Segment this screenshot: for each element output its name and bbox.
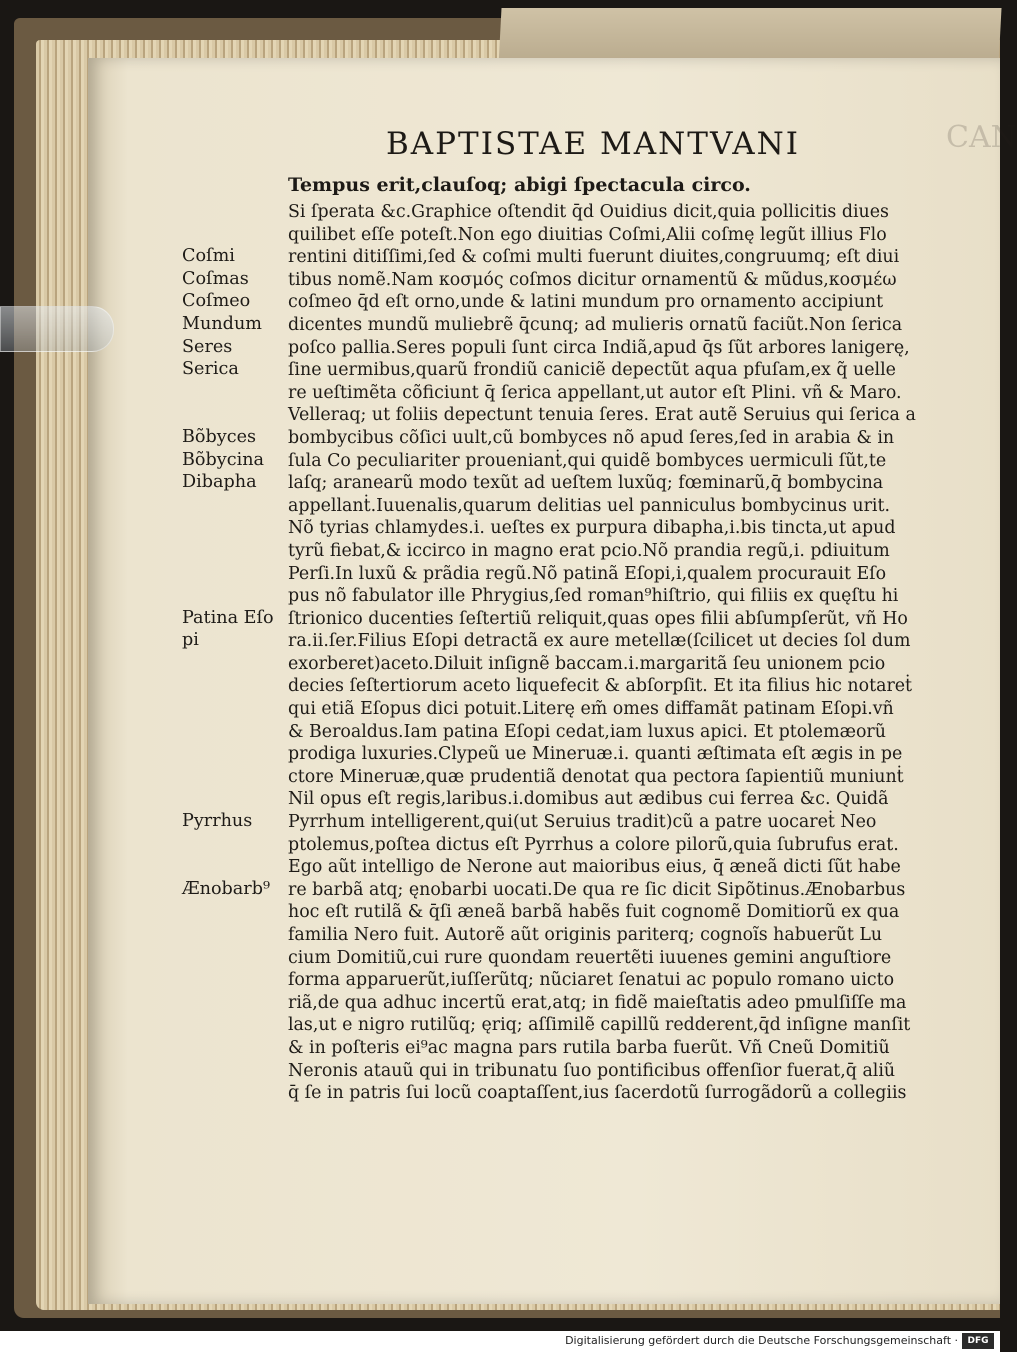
text-line: hoc eſt rutilã & q̄ſi æneã barbã habẽs fuit cognomẽ Domitiorũ ex qua [288, 902, 900, 923]
margin-note: Coſmi [182, 246, 235, 267]
text-line: Perſi.In luxũ & prãdia regũ.Nõ patinã Eſopi,i,qualem procurauit Eſo [288, 563, 887, 584]
margin-note: Bõbyces [182, 427, 257, 447]
text-line: qui etiã Eſopus dici potuit.Literę em̃ omes diffamãt patinam Eſopi.vñ [288, 699, 894, 720]
text-line: appellanṫ.Iuuenalis,quarum delitias uel panniculus bombycinus urit. [288, 495, 890, 516]
margin-note: Seres [182, 336, 233, 357]
text-line: re barbã atq; ęnobarbi uocati.De qua re ſic dicit Sipõtinus.Ænobarbus [288, 879, 906, 900]
funding-notice: Digitalisierung gefördert durch die Deutsche Forschungsgemeinschaft · [565, 1334, 958, 1347]
text-line: rentini ditiſſimi,ſed & coſmi multi fuerunt diuites,congruumq; eſt diui [288, 247, 900, 268]
margin-note: Coſmas [182, 268, 249, 289]
text-line: prodiga luxuries.Clypeũ ue Mineruæ.i. quanti æſtimata eſt ægis in pe [288, 744, 903, 765]
text-line: ſtrionico ducenties ſeſtertiũ reliquit,quas opes filii abſumpſerũt, vñ Ho [288, 608, 908, 629]
text-line: ptolemus,poſtea dictus eſt Pyrrhus a colore pilorũ,quia ſubrufus erat. [288, 834, 899, 855]
text-line: Ego aũt intelligo de Nerone aut maioribus eius, q̄ æneã dicti ſũt habe [288, 857, 901, 878]
margin-note: pi [182, 630, 199, 651]
text-line: Si ſperata &c.Graphice oſtendit q̄d Ouidius dicit,quia pollicitis diues [288, 202, 889, 222]
margin-note: Dibapha [182, 472, 257, 493]
text-line: forma apparuerũt,iuſſerũtq; nũciaret ſenatui ac populo romano uicto [288, 970, 895, 991]
commentary-body [288, 201, 916, 1105]
text-line: familia Nero fuit. Autorẽ aũt originis pariterq; cognoĩs habuerũt Lu [288, 925, 883, 945]
margin-note: Serica [182, 359, 239, 380]
margin-note: Bõbycina [182, 449, 265, 470]
text-line: ſine uermibus,quarũ frondiũ caniciẽ depectũt aqua pfuſam,ex q̃ uelle [288, 360, 896, 381]
text-line: riã,de qua adhuc incertũ erat,atq; in fidẽ maieſtatis adeo pmulſiſſe ma [288, 992, 907, 1013]
running-title: BAPTISTAE MANTVANI [386, 126, 801, 162]
text-line: bombycibus cõſici uult,cũ bombyces nõ apud ſeres,ſed in arabia & in [288, 427, 895, 448]
text-line: q̄ ſe in patris ſui locũ coaptaſſent,ius ſacerdotũ ſurrogãdorũ a collegiis [288, 1083, 907, 1104]
text-line: Neronis atauũ qui in tribunatu ſuo pontificibus offenſior fuerat,q̄ aliũ [288, 1060, 896, 1081]
text-line: laſq; aranearũ modo texũt ad ueſtem luxũq; fœminarũ,q̄ bombycina [288, 473, 884, 494]
text-line: dicentes mundũ muliebrẽ q̄cunq; ad mulieris ornatũ faciũt.Non ſerica [288, 314, 903, 335]
text-line: decies ſeſtertiorum aceto liquefecit & abſorpſit. Et ita filius hic notareṫ [288, 676, 913, 697]
dfg-logo: DFG [962, 1333, 994, 1349]
text-line: las,ut e nigro rutilũq; ęriq; aſſimilẽ capillũ redderent,q̄d inſigne manſit [288, 1015, 911, 1036]
text-line: pus nõ fabulator ille Phrygius,ſed roman⁹hiſtrio, qui filiis ex quęſtu hi [288, 586, 899, 607]
text-line: exorberet)aceto.Diluit inſignẽ baccam.i.margaritã ſeu unionem pcio [288, 653, 886, 674]
text-line: Velleraq; ut foliis depectunt tenuia ſeres. Erat autẽ Seruius qui ſerica a [288, 405, 916, 426]
text-line: ra.ii.ſer.Filius Eſopi detractã ex aure metellæ(ſcilicet ut decies ſol dum [288, 631, 911, 652]
text-line: coſmeo q̄d eſt orno,unde & latini mundum pro ornamento accipiunt [288, 292, 884, 313]
margin-note: Pyrrhus [182, 811, 253, 832]
text-line: tibus nomẽ.Nam κοσμός coſmos dicitur ornamentũ & mũdus,κοσμέω [288, 269, 897, 290]
text-line: re ueſtimẽta cõficiunt q̄ ſerica appellant,ut autor eſt Plini. vñ & Maro. [288, 382, 902, 403]
text-line: & in poſteris ei⁹ac magna pars rutila barba fuerũt. Vñ Cneũ Domitiũ [288, 1037, 890, 1058]
text-line: & Beroaldus.Iam patina Eſopi cedat,iam luxus apici. Et ptolemæorũ [288, 721, 886, 742]
text-line: ctore Mineruæ,quæ prudentiã denotat qua pectora ſapientiũ muniunṫ [288, 766, 904, 787]
margin-note: Patina Eſo [182, 607, 274, 628]
text-line: ſula Co peculiariter prouenianṫ,qui quidẽ bombyces uermiculi ſũt,te [288, 450, 887, 471]
text-line: poſco pallia.Seres populi ſunt circa Indiã,apud q̄s ſũt arbores lanigerę, [288, 337, 910, 358]
margin-note: Coſmeo [182, 291, 251, 312]
glass-clip [0, 306, 114, 352]
footer-bar [0, 1331, 1000, 1352]
lemma-line: Tempus erit,clauſoq; abigi ſpectacula circo. [288, 174, 751, 196]
text-line: cium Domitiũ,cui rure quondam reuertẽti iuuenes gemini anguſtiore [288, 947, 892, 968]
text-line: Nõ tyrias chlamydes.i. ueſtes ex purpura dibapha,i.bis tincta,ut apud [288, 518, 896, 539]
text-line: quilibet eſſe poteſt.Non ego diuitias Coſmi,Alii coſmę legũt illius Flo [288, 224, 887, 245]
text-line: Pyrrhum intelligerent,qui(ut Seruius tradit)cũ a patre uocareṫ Neo [288, 812, 877, 833]
margin-note: Mundum [182, 314, 262, 334]
text-line: Nil opus eſt regis,laribus.i.domibus aut ædibus cui ferrea &c. Quidã [288, 789, 889, 810]
margin-note: Ænobarb⁹ [182, 879, 271, 899]
bleed-through-title: CAN [946, 120, 1017, 155]
text-line: tyrũ fiebat,& iccirco in magno erat pcio.Nõ prandia regũ,i. pdiuitum [288, 540, 890, 561]
